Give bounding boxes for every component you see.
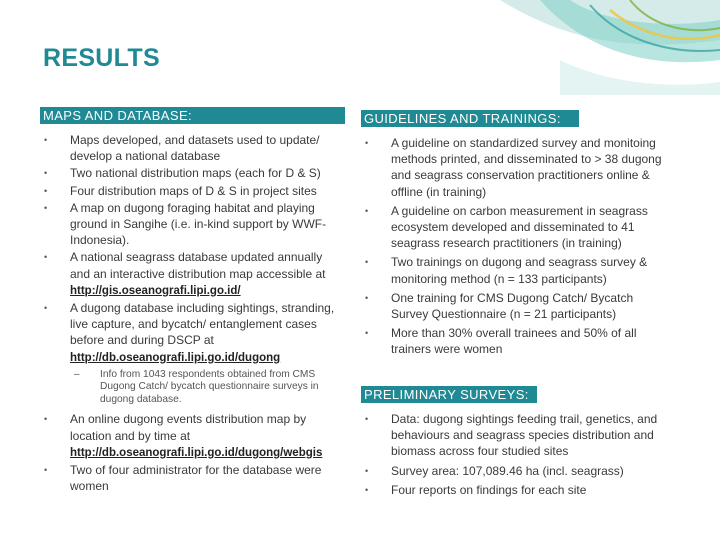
- list-item: • A map on dugong foraging habitat and playing ground in Sangihe (i.e. in-kind support by WWF-Indonesia).: [44, 200, 327, 248]
- dash-icon: –: [74, 368, 80, 380]
- sub-list-item: – Info from 1043 respondents obtained from CMS Dugong Catch/ bycatch questionnaire surveys in dugong database.: [74, 368, 319, 405]
- maps-database-list: [40, 132, 345, 494]
- list-item: • A guideline on standardized survey and monitoing methods printed, and disseminated to > 38 dugong and seagrass conservation practitioners online & offline (in training): [365, 136, 662, 199]
- maps-database-section: [40, 107, 345, 495]
- bullet-icon: •: [44, 135, 48, 145]
- maps-database-heading: MAPS AND DATABASE:: [40, 107, 345, 124]
- list-item: • A guideline on carbon measurement in seagrass ecosystem developed and disseminated to 41 seagrass research practitioners (in training): [365, 203, 648, 251]
- guidelines-list: [361, 135, 666, 358]
- list-item: • Data: dugong sightings feeding trail, genetics, and behaviours and seagrass species distribution and biomass across four studied sites: [365, 412, 658, 459]
- guidelines-trainings-section: [361, 110, 666, 361]
- bullet-icon: •: [365, 328, 369, 339]
- bullet-icon: •: [365, 465, 369, 476]
- bullet-icon: •: [44, 303, 48, 314]
- list-item: • One training for CMS Dugong Catch/ Bycatch Survey Questionnaire (n = 21 participants): [365, 290, 634, 322]
- list-item: • Four distribution maps of D & S in project sites: [44, 183, 317, 198]
- bullet-icon: •: [44, 185, 48, 196]
- list-item: • Two national distribution maps (each for D & S): [44, 166, 321, 181]
- bullet-icon: •: [365, 414, 369, 424]
- bullet-icon: •: [44, 202, 48, 213]
- preliminary-surveys-section: [361, 386, 666, 501]
- guidelines-trainings-heading: GUIDELINES AND TRAININGS:: [361, 110, 579, 127]
- surveys-list: [361, 411, 666, 498]
- bullet-icon: •: [365, 257, 369, 268]
- bullet-icon: •: [365, 138, 369, 148]
- list-item: • Four reports on findings for each site: [365, 482, 587, 497]
- seagrass-map-link[interactable]: http://gis.oseanografi.lipi.go.id/: [70, 284, 241, 297]
- bullet-icon: •: [44, 168, 48, 179]
- list-item: • Maps developed, and datasets used to update/ develop a national database: [44, 133, 320, 164]
- list-item: • Survey area: 107,089.46 ha (incl. seagrass): [365, 463, 624, 478]
- bullet-icon: •: [44, 252, 48, 263]
- bullet-icon: •: [365, 292, 369, 303]
- preliminary-surveys-heading: PRELIMINARY SURVEYS:: [361, 386, 537, 403]
- list-item: • Two of four administrator for the database were women: [44, 462, 322, 494]
- decorative-wave-graphic: [380, 0, 720, 95]
- bullet-icon: •: [365, 484, 369, 495]
- list-item: • An online dugong events distribution map by location and by time at http://db.oseanografi.lipi.go.id/dugong/webgis: [44, 412, 323, 459]
- dugong-database-link[interactable]: http://db.oseanografi.lipi.go.id/dugong: [70, 351, 281, 364]
- bullet-icon: •: [365, 205, 369, 216]
- bullet-icon: •: [44, 414, 48, 425]
- list-item: • Two trainings on dugong and seagrass survey & monitoring method (n = 133 participants): [365, 255, 648, 286]
- slide-title: RESULTS: [43, 44, 160, 72]
- bullet-icon: •: [44, 464, 48, 475]
- webgis-link[interactable]: http://db.oseanografi.lipi.go.id/dugong/webgis: [70, 446, 323, 459]
- list-item: • A national seagrass database updated annually and an interactive distribution map accessible at http://gis.oseanografi.lipi.go.id/: [44, 250, 326, 297]
- list-item: • More than 30% overall trainees and 50% of all trainers were women: [365, 326, 637, 357]
- list-item: • A dugong database including sightings, stranding, live capture, and bycatch/ entanglement cases before and during DSCP at http://db.oseanografi.lipi.go.id/dugong: [44, 301, 335, 364]
